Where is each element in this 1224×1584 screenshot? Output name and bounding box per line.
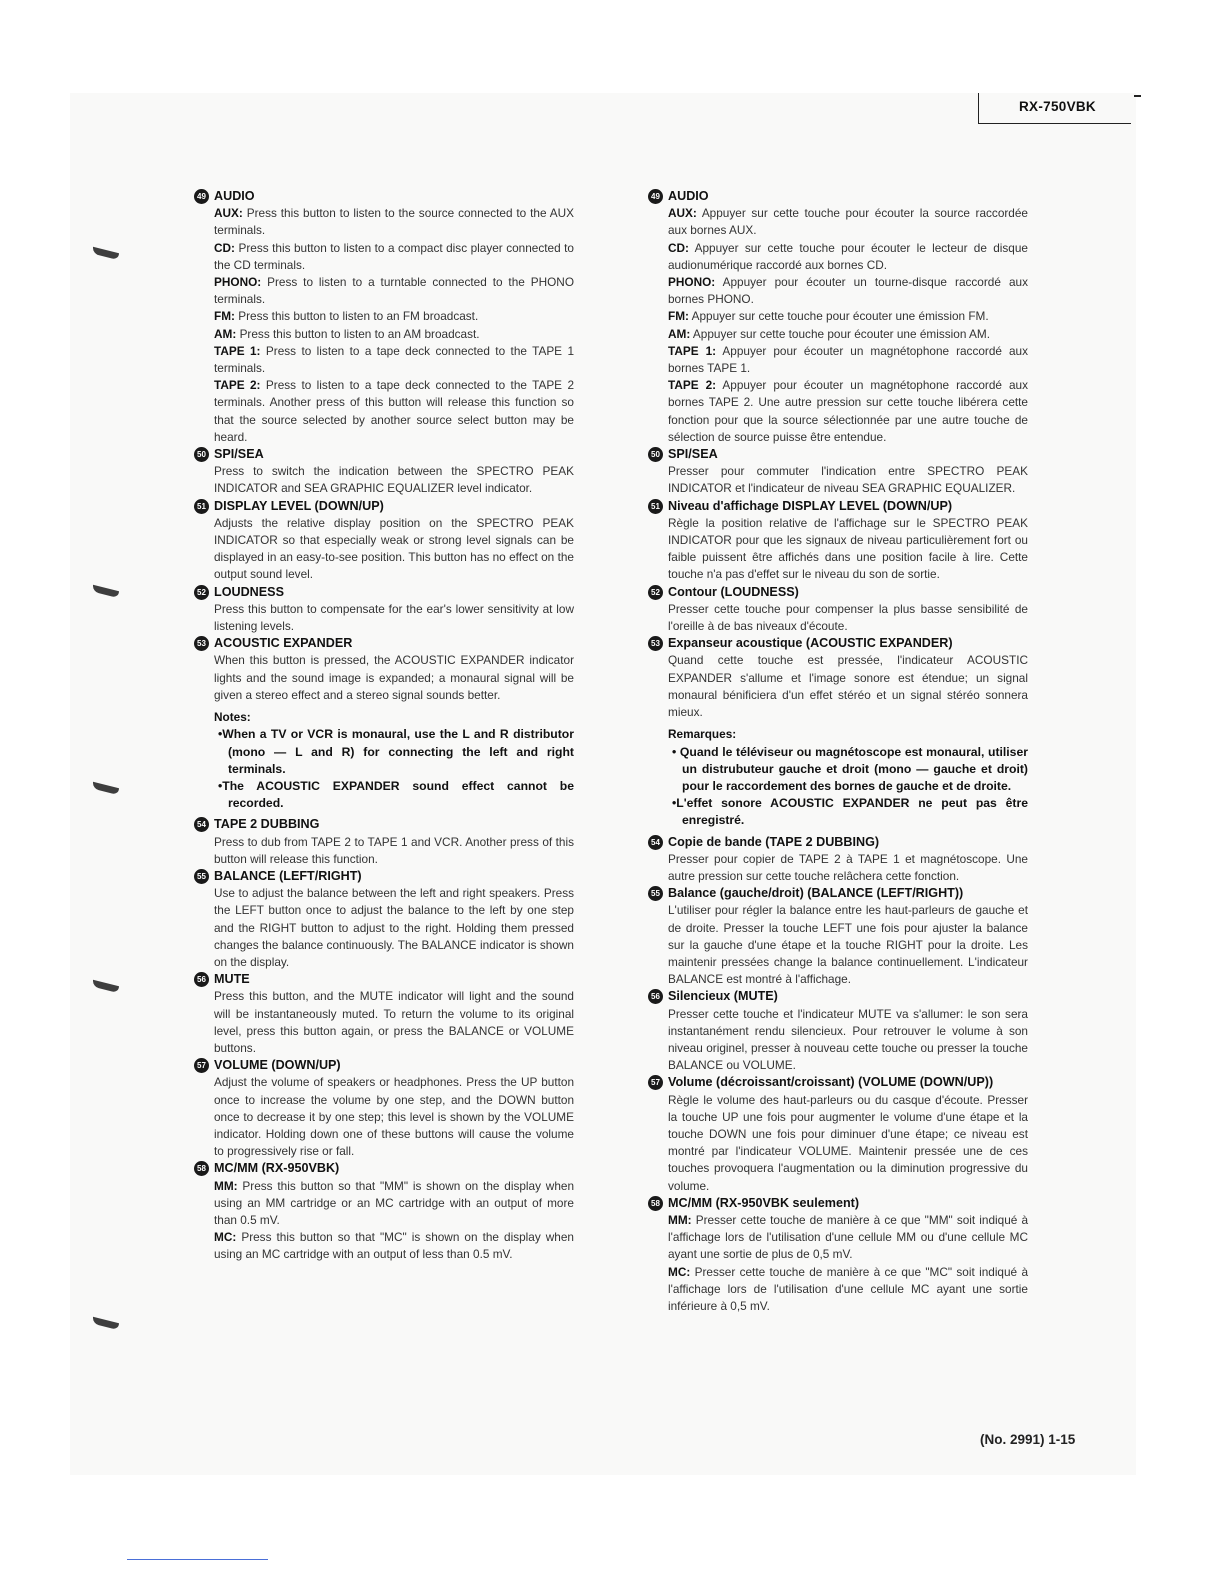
item-number-badge: 57 xyxy=(194,1058,209,1073)
note-item: • Quand le téléviseur ou magnétoscope est monaural, utiliser un distrubuteur gauche et droit (mono — gauche et droit) pour le raccordement des bornes de gauche et de droite. xyxy=(672,744,1028,793)
item-number-badge: 51 xyxy=(648,499,663,514)
term-text: Appuyer sur cette touche pour écouter la source raccordée aux bornes AUX. xyxy=(668,206,1028,238)
term-label: TAPE 2: xyxy=(214,378,261,393)
section-balance xyxy=(194,868,574,971)
corner-mark xyxy=(1134,95,1141,97)
item-number-badge: 50 xyxy=(648,447,663,462)
section-loudness xyxy=(194,584,574,636)
term-label: MC: xyxy=(214,1230,237,1245)
section-acoustic-expander xyxy=(194,635,574,812)
section-mute-fr xyxy=(648,988,1028,1074)
section-text: Quand cette touche est pressée, l'indicateur ACOUSTIC EXPANDER s'allume et l'image sonore est étendue; un signal monaural bénificiera d'un effet stéréo et un signal stéréo sonnera mieux. xyxy=(668,653,1028,720)
section-text: Press to switch the indication between the SPECTRO PEAK INDICATOR and SEA GRAPHIC EQUALIZER level indicator. xyxy=(214,464,574,496)
term-text: Presser cette touche de manière à ce que "MC" soit indiqué à l'affichage lors de l'utilisation d'une cellule MC ayant une sortie inférieure à 0,5 mV. xyxy=(668,1264,1029,1313)
term-label: MC: xyxy=(668,1264,691,1279)
notes-block xyxy=(194,709,574,812)
term-label: FM: xyxy=(668,309,689,324)
item-number-badge: 53 xyxy=(648,636,663,651)
section-text: L'utiliser pour régler la balance entre les haut-parleurs de gauche et de droite. Presser la touche LEFT une fois pour ajuster la balance sur la gauche d'une étape et la touche RIGHT pour la droite. Les maintenir pressées change la balance continuellement. L'indicateur BALANCE est montré à l'affichage. xyxy=(668,903,1028,987)
term-label: CD: xyxy=(214,240,235,255)
section-title: AUDIO xyxy=(214,189,255,203)
section-text: Press to dub from TAPE 2 to TAPE 1 and VCR. Another press of this button will release this function. xyxy=(214,834,574,866)
section-loudness-fr xyxy=(648,584,1028,636)
section-text: Presser cette touche pour compenser la plus basse sensibilité de l'oreille à de bas niveaux d'écoute. xyxy=(668,601,1028,634)
item-number-badge: 56 xyxy=(194,972,209,987)
term-text: Appuyer pour écouter un tourne-disque raccordé aux bornes PHONO. xyxy=(668,275,1028,307)
section-title: SPI/SEA xyxy=(668,447,718,462)
item-number-badge: 50 xyxy=(194,447,209,462)
term-label: TAPE 2: xyxy=(668,378,717,393)
term-label: AUX: xyxy=(214,206,243,221)
term-label: PHONO: xyxy=(214,275,262,290)
section-volume-fr xyxy=(648,1074,1028,1194)
item-number-badge: 56 xyxy=(648,989,663,1004)
section-title: AUDIO xyxy=(668,189,709,203)
term-text: Appuyer sur cette touche pour écouter une émission AM. xyxy=(692,326,990,341)
note-item: •When a TV or VCR is monaural, use the L and R distributor (mono — L and R) for connecting the left and right terminals. xyxy=(218,727,574,776)
term-label: AM: xyxy=(668,326,691,341)
item-number-badge: 54 xyxy=(194,817,209,832)
section-title: DISPLAY LEVEL (DOWN/UP) xyxy=(214,498,384,513)
term-text: Press to listen to a turntable connected to the PHONO terminals. xyxy=(214,275,574,307)
section-volume xyxy=(194,1057,574,1160)
term-label: PHONO: xyxy=(668,275,716,290)
item-number-badge: 53 xyxy=(194,636,209,651)
note-item: •L'effet sonore ACOUSTIC EXPANDER ne peut pas être enregistré. xyxy=(672,796,1028,828)
section-text: Presser pour copier de TAPE 2 à TAPE 1 et magnétoscope. Une autre pression sur cette touche relâchera cette fonction. xyxy=(668,851,1028,883)
section-title: Expanseur acoustique (ACOUSTIC EXPANDER) xyxy=(668,636,953,651)
french-column xyxy=(648,188,1028,1315)
section-title: Copie de bande (TAPE 2 DUBBING) xyxy=(668,834,880,849)
section-title: Volume (décroissant/croissant) (VOLUME (DOWN/UP)) xyxy=(668,1075,994,1090)
section-text: When this button is pressed, the ACOUSTIC EXPANDER indicator lights and the sound image is expanded; a monaural signal will be given a stereo effect and a stereo signal sounds better. xyxy=(214,653,574,702)
term-text: Press this button so that "MM" is shown on the display when using an MM cartridge or an MC cartridge with an output of more than 0.5 mV. xyxy=(214,1178,575,1227)
term-text: Press this button to listen to a compact disc player connected to the CD terminals. xyxy=(214,240,574,272)
section-title: Niveau d'affichage DISPLAY LEVEL (DOWN/UP) xyxy=(668,498,953,513)
section-text: Règle la position relative de l'affichage sur le SPECTRO PEAK INDICATOR pour que les signaux de niveau particulièrement fort ou faible puissent être affichés dans une position facile à lire. Cette touche n'a pas d'effet sur le niveau du son de sortie. xyxy=(668,515,1028,582)
section-title: Contour (LOUDNESS) xyxy=(668,584,799,599)
term-text: Press this button to listen to an FM broadcast. xyxy=(238,309,479,324)
item-number-badge: 52 xyxy=(194,585,209,600)
section-mc-mm-fr xyxy=(648,1195,1028,1315)
section-text: Adjusts the relative display position on the SPECTRO PEAK INDICATOR so that especially weak or strong level signals can be displayed in an easy-to-see position. This button has no effect on the output sound level. xyxy=(214,515,574,582)
section-title: BALANCE (LEFT/RIGHT) xyxy=(214,868,362,883)
item-number-badge: 58 xyxy=(648,1196,663,1211)
section-title: MC/MM (RX-950VBK seulement) xyxy=(668,1195,860,1210)
section-title: MC/MM (RX-950VBK) xyxy=(214,1161,340,1176)
item-number-badge: 51 xyxy=(194,499,209,514)
section-text: Règle le volume des haut-parleurs ou du casque d'écoute. Presser la touche UP une fois pour augmenter le volume d'une étape et la touche DOWN une fois pour diminuer d'une étape; ce niveau est montré par l'indicateur VOLUME. Maintenir pressée une de ces touches provoquera l'augmentation ou la diminution progressive du volume. xyxy=(668,1092,1028,1193)
term-text: Press this button so that "MC" is shown on the display when using an MC cartridge with an output of less than 0.5 mV. xyxy=(214,1230,574,1262)
item-number-badge: 49 xyxy=(194,189,209,204)
term-text: Press this button to listen to an AM broadcast. xyxy=(239,326,480,341)
section-text: Press this button to compensate for the ear's lower sensitivity at low listening levels. xyxy=(214,601,574,634)
item-number-badge: 58 xyxy=(194,1161,209,1176)
section-text: Adjust the volume of speakers or headphones. Press the UP button once to increase the volume by one step, and the DOWN button once to decrease it by one step; this level is shown by the VOLUME indicator. Holding down one of these buttons will cause the volume to progressively rise or fall. xyxy=(214,1075,574,1159)
section-audio xyxy=(194,188,574,446)
term-text: Press to listen to a tape deck connected to the TAPE 2 terminals. Another press of this button will release this function so that the source selected by another source select button may be heard. xyxy=(214,378,575,444)
model-number: RX-750VBK xyxy=(1019,99,1096,114)
section-mute xyxy=(194,971,574,1057)
scan-artifact-line xyxy=(127,1559,268,1560)
section-acoustic-expander-fr xyxy=(648,635,1028,829)
term-label: MM: xyxy=(214,1178,238,1193)
term-label: TAPE 1: xyxy=(668,343,717,358)
term-label: CD: xyxy=(668,240,689,255)
term-label: FM: xyxy=(214,309,235,324)
section-title: VOLUME (DOWN/UP) xyxy=(214,1058,341,1073)
term-text: Press this button to listen to the source connected to the AUX terminals. xyxy=(214,206,575,238)
section-title: SPI/SEA xyxy=(214,447,264,462)
term-text: Appuyer pour écouter un magnétophone raccordé aux bornes TAPE 1. xyxy=(668,343,1028,376)
english-column xyxy=(194,188,574,1264)
section-title: LOUDNESS xyxy=(214,584,284,599)
section-balance-fr xyxy=(648,885,1028,988)
item-number-badge: 54 xyxy=(648,835,663,850)
item-number-badge: 52 xyxy=(648,585,663,600)
item-number-badge: 55 xyxy=(648,886,663,901)
term-label: TAPE 1: xyxy=(214,343,261,358)
section-mc-mm xyxy=(194,1160,574,1263)
section-display-level xyxy=(194,498,574,584)
notes-block xyxy=(648,726,1028,829)
item-number-badge: 57 xyxy=(648,1075,663,1090)
note-item: •The ACOUSTIC EXPANDER sound effect cannot be recorded. xyxy=(218,778,574,811)
section-text: Presser cette touche et l'indicateur MUTE va s'allumer: le son sera instantanément rendu silencieux. Pour retrouver le volume à son niveau originel, presser à nouveau cette touche ou presser la touche BALANCE ou VOLUME. xyxy=(668,1006,1028,1073)
term-label: AUX: xyxy=(668,206,697,221)
item-number-badge: 49 xyxy=(648,189,663,204)
term-text: Presser cette touche de manière à ce que "MM" soit indiqué à l'affichage lors de l'utilisation d'une cellule MM ou d'une cellule MC ayant une sortie de plus de 0,5 mV. xyxy=(668,1212,1029,1262)
section-spi-sea xyxy=(194,446,574,498)
notes-heading: Remarques: xyxy=(668,727,737,742)
section-title: TAPE 2 DUBBING xyxy=(214,817,320,832)
section-title: Silencieux (MUTE) xyxy=(668,989,778,1004)
section-text: Presser pour commuter l'indication entre SPECTRO PEAK INDICATOR et l'indicateur de niveau SEA GRAPHIC EQUALIZER. xyxy=(668,464,1028,496)
section-text: Use to adjust the balance between the left and right speakers. Press the LEFT button once to adjust the balance to the left by one step and the RIGHT button to adjust to the right. Holding them pressed changes the balance continuously. The BALANCE indicator is shown on the display. xyxy=(214,886,574,969)
section-display-level-fr xyxy=(648,498,1028,584)
term-label: AM: xyxy=(214,326,237,341)
item-number-badge: 55 xyxy=(194,869,209,884)
term-text: Appuyer sur cette touche pour écouter une émission FM. xyxy=(691,309,989,324)
section-title: MUTE xyxy=(214,972,250,987)
section-tape2-dubbing-fr xyxy=(648,834,1028,886)
page-number: (No. 2991) 1-15 xyxy=(980,1432,1076,1447)
term-label: MM: xyxy=(668,1212,692,1227)
section-tape2-dubbing xyxy=(194,816,574,868)
term-text: Appuyer sur cette touche pour écouter le lecteur de disque audionumérique raccordé aux bornes CD. xyxy=(668,240,1028,272)
section-text: Press this button, and the MUTE indicator will light and the sound will be instantaneously muted. To return the volume to its original level, press this button again, or press the BALANCE or VOLUME buttons. xyxy=(214,989,574,1055)
term-text: Appuyer pour écouter un magnétophone raccordé aux bornes TAPE 2. Une autre pression sur cette touche libérera cette fonction pour que la source sélectionnée par une autre touche de sélection de source puisse être entendue. xyxy=(668,378,1028,444)
section-audio-fr xyxy=(648,188,1028,446)
section-title: Balance (gauche/droit) (BALANCE (LEFT/RIGHT)) xyxy=(668,886,964,901)
term-text: Press to listen to a tape deck connected to the TAPE 1 terminals. xyxy=(214,343,575,376)
notes-heading: Notes: xyxy=(214,710,251,725)
section-spi-sea-fr xyxy=(648,446,1028,498)
section-title: ACOUSTIC EXPANDER xyxy=(214,636,353,651)
